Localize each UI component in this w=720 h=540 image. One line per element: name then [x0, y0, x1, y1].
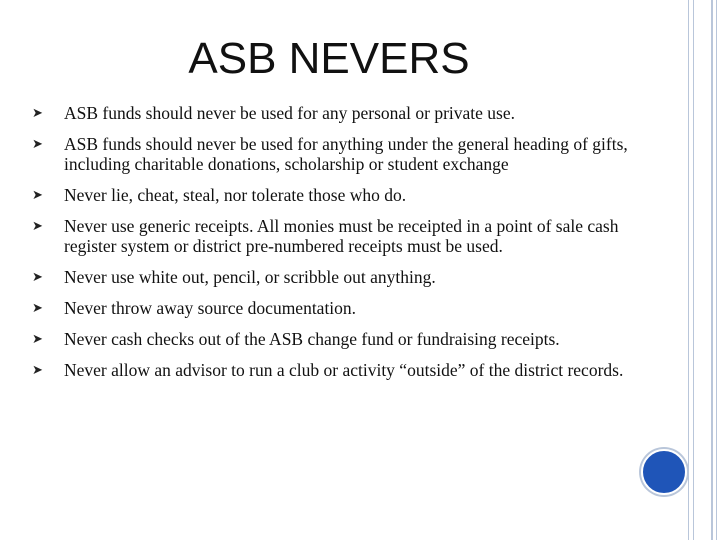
bullet-list	[32, 103, 632, 391]
bullet-text: Never use generic receipts. All monies must be receipted in a point of sale cash register system or district pre-numbered receipts must be used.	[64, 216, 619, 256]
arrowhead-bullet-icon: ➤	[32, 269, 43, 284]
decorative-rail	[693, 0, 694, 540]
decorative-rail	[711, 0, 713, 540]
bullet-item	[32, 298, 632, 318]
bullet-text: Never use white out, pencil, or scribble out anything.	[64, 267, 436, 287]
arrowhead-bullet-icon: ➤	[32, 187, 43, 202]
bullet-item	[32, 329, 632, 349]
bullet-text: ASB funds should never be used for anything under the general heading of gifts, including charitable donations, scholarship or student exchange	[64, 134, 628, 174]
bullet-text: Never lie, cheat, steal, nor tolerate those who do.	[64, 185, 407, 205]
arrowhead-bullet-icon: ➤	[32, 300, 43, 315]
arrowhead-bullet-icon: ➤	[32, 136, 43, 151]
bullet-item	[32, 103, 632, 123]
bullet-text: ASB funds should never be used for any personal or private use.	[64, 103, 516, 123]
bullet-text: Never allow an advisor to run a club or activity “outside” of the district records.	[64, 360, 624, 380]
arrowhead-bullet-icon: ➤	[32, 331, 43, 346]
bullet-item	[32, 360, 632, 380]
decorative-circle-icon	[641, 449, 687, 495]
bullet-item	[32, 267, 632, 287]
decorative-rail	[688, 0, 689, 540]
arrowhead-bullet-icon: ➤	[32, 218, 43, 233]
bullet-text: Never throw away source documentation.	[64, 298, 357, 318]
bullet-item	[32, 216, 632, 256]
arrowhead-bullet-icon: ➤	[32, 105, 43, 120]
decorative-rail	[716, 0, 717, 540]
bullet-item	[32, 185, 632, 205]
arrowhead-bullet-icon: ➤	[32, 362, 43, 377]
slide-title: ASB NEVERS	[188, 34, 470, 83]
bullet-item	[32, 134, 632, 174]
bullet-text: Never cash checks out of the ASB change fund or fundraising receipts.	[64, 329, 560, 349]
